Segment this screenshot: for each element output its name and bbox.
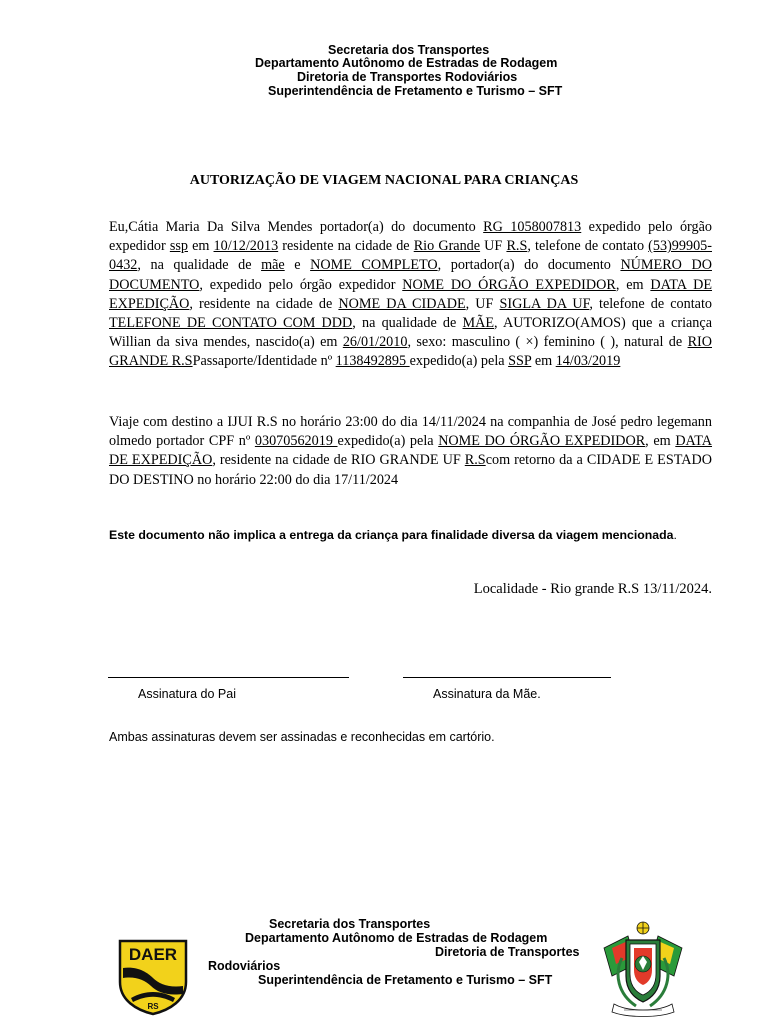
p1-text: expedido pelo órgão expedidor bbox=[109, 219, 712, 255]
p1-text: , sexo: masculino ( ×) feminino ( ), natural de bbox=[407, 334, 688, 351]
p1-text: , na qualidade de bbox=[137, 257, 262, 274]
p1-field-passport-date: 14/03/2019 bbox=[555, 353, 621, 370]
coat-of-arms-emblem bbox=[600, 918, 686, 1018]
p1-text: e bbox=[284, 257, 311, 274]
p1-text: em bbox=[531, 353, 556, 370]
p1-field-birth-date: 26/01/2010 bbox=[342, 334, 408, 351]
p1-text: , UF bbox=[465, 295, 500, 312]
p1-text: , AUTORIZO(AMOS) que a criança Willian da siva mendes, nascido(a) em bbox=[109, 315, 712, 351]
trip-paragraph bbox=[109, 413, 712, 490]
footer-line-rodoviarios: Rodoviários bbox=[208, 959, 281, 973]
p1-text: , expedido pelo órgão expedidor bbox=[199, 276, 403, 293]
p1-field-second-document: NÚMERO DO DOCUMENTO bbox=[109, 257, 712, 293]
header-line-departamento: Departamento Autônomo de Estradas de Rodagem bbox=[255, 56, 558, 70]
p1-field-second-phone: TELEFONE DE CONTATO COM DDD bbox=[109, 315, 353, 332]
notice-period: . bbox=[673, 528, 677, 542]
mother-signature-label: Assinatura da Mãe. bbox=[433, 687, 541, 701]
daer-logo-subtext: RS bbox=[147, 1002, 159, 1011]
p2-text: com retorno da a CIDADE E ESTADO DO DESTINO no horário 22:00 do dia 17/11/2024 bbox=[109, 452, 712, 488]
p1-field-issue-date: 10/12/2013 bbox=[213, 238, 279, 255]
p1-text: , telefone de contato bbox=[527, 238, 649, 255]
document-title: AUTORIZAÇÃO DE VIAGEM NACIONAL PARA CRIANÇAS bbox=[189, 173, 579, 188]
footer-line-secretaria: Secretaria dos Transportes bbox=[269, 917, 431, 931]
header-line-diretoria: Diretoria de Transportes Rodoviários bbox=[297, 70, 518, 84]
p2-field-issue-date: DATA DE EXPEDIÇÃO bbox=[109, 433, 713, 469]
p1-text: , na qualidade de bbox=[352, 315, 463, 332]
p1-field-second-name: NOME COMPLETO bbox=[310, 257, 438, 274]
footer-line-departamento: Departamento Autônomo de Estradas de Rodagem bbox=[245, 931, 548, 945]
p1-field-state: R.S bbox=[506, 238, 528, 255]
p2-field-issuer: NOME DO ÓRGÃO EXPEDIDOR bbox=[438, 433, 646, 450]
p1-text: residente na cidade de bbox=[278, 238, 414, 255]
father-signature-label: Assinatura do Pai bbox=[138, 687, 236, 701]
p1-field-passport: 1138492895 bbox=[335, 353, 410, 370]
p1-field-issuer: ssp bbox=[169, 238, 188, 255]
p1-text: expedido(a) pela bbox=[409, 353, 509, 370]
p2-text: expedido(a) pela bbox=[337, 433, 439, 450]
notary-note: Ambas assinaturas devem ser assinadas e reconhecidas em cartório. bbox=[109, 730, 495, 744]
footer-line-diretoria: Diretoria de Transportes bbox=[435, 945, 580, 959]
p1-field-second-city: NOME DA CIDADE bbox=[338, 295, 466, 312]
p1-text: , telefone de contato bbox=[589, 295, 713, 312]
mother-signature-line bbox=[403, 677, 611, 678]
p1-text: , em bbox=[615, 276, 651, 293]
header-line-secretaria: Secretaria dos Transportes bbox=[328, 43, 490, 57]
p1-field-passport-issuer: SSP bbox=[508, 353, 532, 370]
p1-field-city: Rio Grande bbox=[413, 238, 481, 255]
p1-field-second-relationship: MÃE bbox=[462, 315, 495, 332]
p1-field-phone: (53)99905-0432 bbox=[109, 238, 712, 274]
p1-field-birthplace: RIO GRANDE R.S bbox=[109, 334, 712, 370]
p2-text: , em bbox=[645, 433, 676, 450]
p1-field-document: RG 1058007813 bbox=[483, 219, 582, 235]
p1-field-second-issuer: NOME DO ÓRGÃO EXPEDIDOR bbox=[402, 276, 616, 293]
p2-field-state: R.S bbox=[464, 452, 486, 469]
p1-text: Eu,Cátia Maria Da Silva Mendes portador(a) do documento bbox=[109, 219, 484, 235]
authorization-paragraph bbox=[109, 218, 712, 372]
notice-body: Este documento não implica a entrega da criança para finalidade diversa da viagem mencionada bbox=[109, 528, 674, 542]
p1-text: em bbox=[187, 238, 214, 255]
footer-line-superintendencia: Superintendência de Fretamento e Turismo – SFT bbox=[258, 973, 553, 987]
p1-text: Passaporte/Identidade nº bbox=[192, 353, 336, 370]
p1-text: UF bbox=[480, 238, 507, 255]
p2-field-cpf: 03070562019 bbox=[254, 433, 338, 450]
daer-logo-text: DAER bbox=[128, 945, 178, 964]
daer-logo bbox=[117, 938, 189, 1016]
notice-text bbox=[109, 528, 677, 542]
p1-text: , residente na cidade de bbox=[189, 295, 339, 312]
p1-text: , portador(a) do documento bbox=[437, 257, 621, 274]
p1-field-second-issue-date: DATA DE EXPEDIÇÃO bbox=[109, 276, 713, 312]
locality-date: Localidade - Rio grande R.S 13/11/2024. bbox=[473, 581, 712, 597]
p1-field-second-state: SIGLA DA UF bbox=[499, 295, 590, 312]
p1-field-relationship: mãe bbox=[261, 257, 285, 274]
p2-text: Viaje com destino a IJUI R.S no horário 23:00 do dia 14/11/2024 na companhia de José pedro legemann olmedo portador CPF nº bbox=[109, 414, 712, 450]
header-line-superintendencia: Superintendência de Fretamento e Turismo – SFT bbox=[268, 84, 563, 98]
p2-text: , residente na cidade de RIO GRANDE UF bbox=[212, 452, 465, 469]
father-signature-line bbox=[108, 677, 349, 678]
